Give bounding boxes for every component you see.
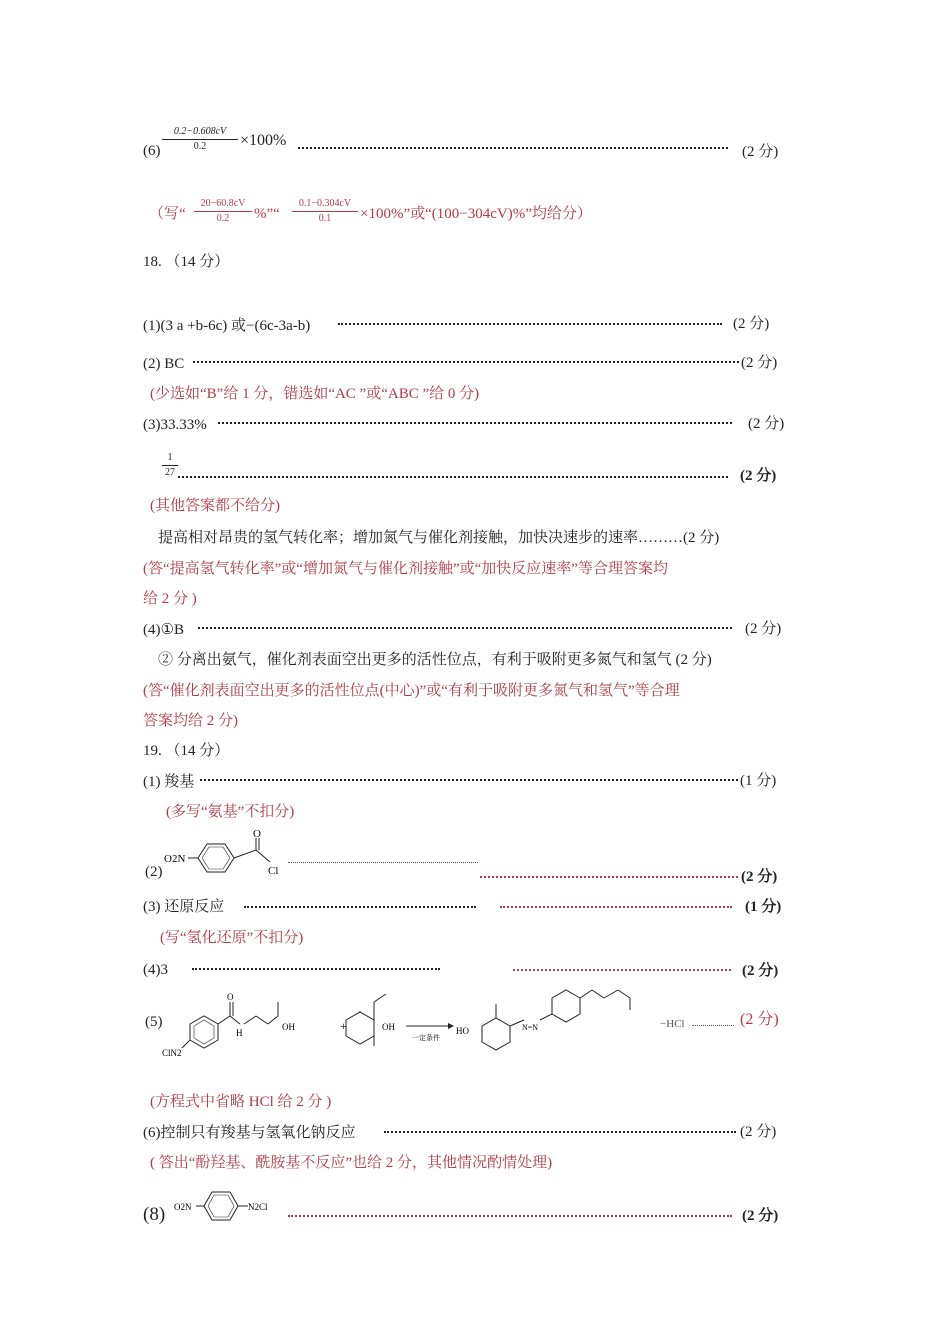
- q19-6-text: (6)控制只有羧基与氢氧化钠反应: [143, 1125, 356, 1141]
- q19-3-text: (3) 还原反应: [143, 899, 225, 915]
- q18-3c-text: 提高相对昂贵的氢气转化率；增加氮气与催化剂接触，加快决速步的速率………(2 分): [158, 530, 720, 546]
- o-label: O: [253, 828, 261, 840]
- q19-4-text: (4)3: [143, 962, 168, 978]
- q18-header: 18. （14 分）: [143, 254, 230, 270]
- n2cl-label: N2Cl: [248, 1202, 268, 1212]
- q18-3c-note-line2: 给 2 分 ): [143, 591, 197, 607]
- fraction-bar: [292, 211, 358, 212]
- fraction-numerator: 0.1−0.304cV: [298, 198, 352, 209]
- q19-1-text: (1) 羧基: [143, 774, 195, 790]
- condition-label: 一定条件: [412, 1034, 440, 1042]
- oh2-label: OH: [382, 1022, 395, 1032]
- q18-3b-score: (2 分): [740, 468, 777, 484]
- fraction-numerator: 20−60.8cV: [200, 198, 246, 209]
- q19-3-note: (写“氢化还原”不扣分): [160, 930, 304, 946]
- q18-3b-note: (其他答案都不给分): [150, 498, 280, 514]
- q18-3-text: (3)33.33%: [143, 417, 207, 433]
- q19-6-dots: [384, 1131, 736, 1133]
- q18-4b-note-line1: (答“催化剂表面空出更多的活性位点(中心)”或“有利于吸附更多氮气和氢气”等合理: [143, 683, 680, 699]
- q17-6-note-prefix: （写“: [149, 206, 186, 222]
- q19-8-label: (8): [143, 1204, 166, 1225]
- q18-2-dots: [193, 361, 739, 363]
- q18-1-text: (1)(3 a +b-6c) 或−(6c-3a-b): [143, 318, 311, 334]
- p-nitrobenzenediazonium-chloride-structure: [172, 1186, 292, 1226]
- q19-5-score: (2 分): [740, 1011, 779, 1028]
- q18-4-text: (4)①B: [143, 622, 184, 638]
- cl-label: Cl: [268, 865, 279, 877]
- q17-6-note-fraction-1: [194, 198, 252, 225]
- q18-4-dots: [198, 627, 732, 629]
- q19-5-reaction-scheme: [160, 990, 720, 1070]
- q19-5-hcl: −HCl: [660, 1018, 685, 1030]
- q19-2-dots-upper: [288, 862, 478, 863]
- q19-header: 19. （14 分）: [143, 743, 230, 759]
- fraction-bar: [162, 465, 178, 466]
- q17-6-times: ×100%: [240, 132, 287, 149]
- q19-8-score: (2 分): [742, 1208, 779, 1224]
- ho-label: HO: [456, 1026, 469, 1036]
- q18-4b-note-line2: 答案均给 2 分): [143, 713, 238, 729]
- o-label: O: [227, 992, 234, 1002]
- q18-4b-text: ② 分离出氨气，催化剂表面空出更多的活性位点，有利于吸附更多氮气和氢气 (2 分): [158, 652, 712, 668]
- q18-3-score: (2 分): [748, 416, 785, 432]
- fraction-bar: [194, 211, 252, 212]
- q19-1-score: (1 分): [740, 773, 777, 789]
- plus-sign: +: [340, 1019, 347, 1033]
- q19-1-note: (多写“氨基”不扣分): [166, 804, 295, 820]
- q18-3b-fraction: [162, 452, 178, 479]
- q17-6-fraction: [162, 126, 238, 153]
- q18-2-text: (2) BC: [143, 356, 185, 372]
- fraction-denominator: 27: [165, 467, 175, 478]
- q19-8-dots: [288, 1215, 732, 1217]
- fraction-bar: [162, 139, 238, 140]
- diazonium-label: ClN2: [162, 1048, 182, 1058]
- q19-2-dots: [480, 876, 738, 878]
- q19-2-score: (2 分): [741, 869, 778, 885]
- fraction-denominator: 0.1: [318, 213, 332, 224]
- q19-3-dots-red: [500, 906, 732, 908]
- fraction-denominator: 0.2: [193, 141, 207, 152]
- no2-label: O2N: [164, 853, 186, 865]
- q19-6-score: (2 分): [740, 1124, 777, 1140]
- q18-2-note: (少选如“B”给 1 分，错选如“AC ”或“ABC ”给 0 分): [150, 386, 480, 402]
- q19-4-dots-red: [513, 969, 731, 971]
- q17-6-note-rest: ×100%”或“(100−304cV)%”均给分）: [360, 206, 592, 222]
- no2-label: O2N: [174, 1202, 192, 1212]
- q17-6-note-mid: %”“: [254, 206, 280, 222]
- q17-6-score: (2 分): [742, 144, 779, 160]
- q19-3-score: (1 分): [745, 899, 782, 915]
- q18-4-score: (2 分): [745, 621, 782, 637]
- q19-4-score: (2 分): [742, 963, 779, 979]
- fraction-numerator: 0.2−0.608cV: [173, 126, 227, 137]
- q19-3-dots-black: [244, 906, 476, 908]
- q18-3-dots: [218, 422, 732, 424]
- q18-2-score: (2 分): [741, 355, 778, 371]
- q18-3b-dots: [178, 476, 728, 478]
- q17-6-label: (6): [143, 143, 161, 159]
- q18-3c-note-line1: (答“提高氢气转化率”或“增加氮气与催化剂接触”或“加快反应速率”等合理答案均: [143, 561, 668, 577]
- q19-5-dots: [692, 1025, 734, 1026]
- q17-6-note-fraction-2: [292, 198, 358, 225]
- azo-label: N=N: [522, 1023, 539, 1032]
- fraction-denominator: 0.2: [216, 213, 230, 224]
- oh-label: OH: [282, 1022, 295, 1032]
- q19-5-note: (方程式中省略 HCl 给 2 分 ): [150, 1094, 332, 1110]
- q17-6-dots: [298, 147, 728, 149]
- q18-1-dots: [338, 323, 722, 325]
- q19-6-note: ( 答出“酚羟基、酰胺基不反应”也给 2 分，其他情况酌情处理): [150, 1155, 553, 1171]
- q18-1-score: (2 分): [733, 316, 770, 332]
- fraction-numerator: 1: [167, 452, 173, 463]
- q19-4-dots-black: [192, 968, 440, 970]
- q19-2-label: (2): [145, 864, 163, 880]
- p-nitrobenzoyl-chloride-structure: [160, 830, 290, 890]
- h-label: H: [236, 1028, 243, 1038]
- q19-1-dots: [200, 779, 738, 781]
- q19-5-label: (5): [145, 1014, 163, 1030]
